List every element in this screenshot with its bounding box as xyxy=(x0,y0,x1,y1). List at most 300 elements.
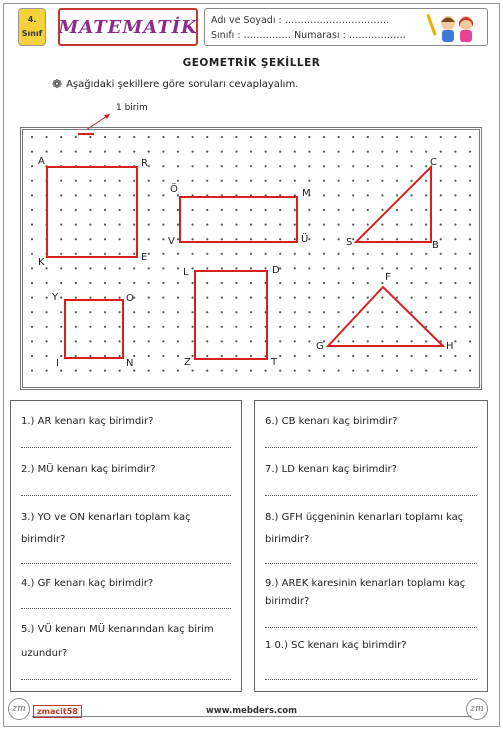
grid-dot xyxy=(75,326,77,328)
grid-dot xyxy=(119,355,121,357)
grid-dot xyxy=(440,180,442,182)
grid-dot xyxy=(294,180,296,182)
grid-dot xyxy=(177,340,179,342)
grid-dot xyxy=(235,224,237,226)
grid-dot xyxy=(440,267,442,269)
grid-dot xyxy=(454,326,456,328)
question-8a: 8.) GFH üçgeninin kenarları toplamı kaç xyxy=(265,512,464,523)
grid-dot xyxy=(104,355,106,357)
grid-dot xyxy=(162,326,164,328)
grid-dot xyxy=(250,355,252,357)
point-y: Y xyxy=(52,292,59,303)
grid-dot xyxy=(396,340,398,342)
answer-line-8[interactable] xyxy=(265,563,477,564)
grid-dot xyxy=(396,151,398,153)
grid-dot xyxy=(221,297,223,299)
grid-dot xyxy=(60,311,62,313)
grid-dot xyxy=(396,136,398,138)
grid-dot xyxy=(206,340,208,342)
grid-dot xyxy=(250,136,252,138)
grid-dot xyxy=(31,224,33,226)
grid-dot xyxy=(454,194,456,196)
grid-dot xyxy=(235,267,237,269)
grid-dot xyxy=(104,136,106,138)
grid-dot xyxy=(469,180,471,182)
grid-dot xyxy=(308,297,310,299)
grid-dot xyxy=(46,340,48,342)
zm-logo-left: zm xyxy=(8,698,30,720)
grid-dot xyxy=(381,238,383,240)
grid-dot xyxy=(31,282,33,284)
grid-dot xyxy=(454,151,456,153)
grid-dot xyxy=(338,370,340,372)
grid-dot xyxy=(60,355,62,357)
grid-dot xyxy=(440,224,442,226)
grid-dot xyxy=(89,355,91,357)
grid-dot xyxy=(338,297,340,299)
grid-dot xyxy=(294,370,296,372)
grid-dot xyxy=(148,165,150,167)
grid-dot xyxy=(338,209,340,211)
grid-dot xyxy=(221,136,223,138)
grid-dot xyxy=(367,311,369,313)
grid-dot xyxy=(104,340,106,342)
question-3b: birimdir? xyxy=(21,534,66,545)
grade-word: Sınıf xyxy=(21,29,43,38)
grid-dot xyxy=(250,224,252,226)
grid-dot xyxy=(469,194,471,196)
grid-dot xyxy=(279,180,281,182)
grid-dot xyxy=(352,326,354,328)
grid-dot xyxy=(323,151,325,153)
grid-dot xyxy=(104,370,106,372)
grid-dot xyxy=(308,355,310,357)
answer-line-7[interactable] xyxy=(265,495,477,496)
grid-dot xyxy=(31,253,33,255)
grid-dot xyxy=(469,340,471,342)
question-9a: 9.) AREK karesinin kenarları toplamı kaç xyxy=(265,578,466,589)
grid-dot xyxy=(119,151,121,153)
point-f: F xyxy=(385,272,391,283)
grid-dot xyxy=(46,326,48,328)
grid-dot xyxy=(104,151,106,153)
grid-dot xyxy=(279,151,281,153)
point-g: G xyxy=(316,341,324,352)
grid-dot xyxy=(294,151,296,153)
grid-dot xyxy=(279,326,281,328)
grid-dot xyxy=(265,238,267,240)
grid-dot xyxy=(338,311,340,313)
grid-dot xyxy=(250,311,252,313)
answer-line-9[interactable] xyxy=(265,627,477,628)
grid-dot xyxy=(323,297,325,299)
grid-dot xyxy=(454,370,456,372)
grid-dot xyxy=(192,297,194,299)
grid-dot xyxy=(265,209,267,211)
question-5a: 5.) VÜ kenarı MÜ kenarından kaç birim xyxy=(21,624,214,635)
grid-dot xyxy=(75,370,77,372)
grid-dot xyxy=(440,238,442,240)
grid-dot xyxy=(294,267,296,269)
point-l: L xyxy=(183,267,189,278)
grid-dot xyxy=(177,326,179,328)
grid-dot xyxy=(411,370,413,372)
grid-dot xyxy=(381,311,383,313)
grid-dot xyxy=(367,151,369,153)
grid-dot xyxy=(89,180,91,182)
grid-dot xyxy=(206,165,208,167)
grid-dot xyxy=(119,180,121,182)
grid-dot xyxy=(206,136,208,138)
grid-dot xyxy=(192,209,194,211)
grid-dot xyxy=(133,340,135,342)
grid-dot xyxy=(192,253,194,255)
grid-dot xyxy=(294,311,296,313)
grid-dot xyxy=(133,282,135,284)
point-i: I xyxy=(56,358,59,369)
grid-dot xyxy=(148,326,150,328)
grid-dot xyxy=(265,267,267,269)
grid-dot xyxy=(396,224,398,226)
grid-dot xyxy=(119,311,121,313)
answer-line-3[interactable] xyxy=(21,563,231,564)
grid-dot xyxy=(338,253,340,255)
grid-dot xyxy=(250,209,252,211)
grid-dot xyxy=(338,282,340,284)
grid-dot xyxy=(338,326,340,328)
grid-dot xyxy=(60,209,62,211)
grid-dot xyxy=(46,355,48,357)
grid-dot xyxy=(221,165,223,167)
grid-dot xyxy=(60,340,62,342)
grid-dot xyxy=(396,370,398,372)
grid-dot xyxy=(469,209,471,211)
grid-dot xyxy=(148,355,150,357)
grid-dot xyxy=(469,224,471,226)
grid-dot xyxy=(162,194,164,196)
grid-dot xyxy=(338,136,340,138)
grid-dot xyxy=(89,151,91,153)
grid-dot xyxy=(308,165,310,167)
grid-dot xyxy=(75,194,77,196)
grid-dot xyxy=(294,297,296,299)
grid-dot xyxy=(177,238,179,240)
grid-dot xyxy=(294,355,296,357)
grid-dot xyxy=(411,209,413,211)
grid-dot xyxy=(206,224,208,226)
grid-dot xyxy=(425,340,427,342)
grid-dot xyxy=(177,151,179,153)
grid-dot xyxy=(308,370,310,372)
grid-dot xyxy=(221,282,223,284)
grid-dot xyxy=(104,326,106,328)
grid-dot xyxy=(89,311,91,313)
grid-dot xyxy=(279,165,281,167)
grid-dot xyxy=(381,253,383,255)
grid-dot xyxy=(162,253,164,255)
point-t: T xyxy=(271,357,278,368)
grid-dot xyxy=(119,224,121,226)
grid-dot xyxy=(31,355,33,357)
grid-dot xyxy=(367,224,369,226)
grid-dot xyxy=(352,151,354,153)
grid-dot xyxy=(425,180,427,182)
grid-dot xyxy=(440,282,442,284)
grid-dot xyxy=(265,224,267,226)
grid-dot xyxy=(294,136,296,138)
grid-dot xyxy=(206,209,208,211)
grid-dot xyxy=(411,224,413,226)
grid-dot xyxy=(206,267,208,269)
footer-separator xyxy=(32,716,472,717)
grid-dot xyxy=(454,340,456,342)
grid-dot xyxy=(294,209,296,211)
grid-dot xyxy=(148,224,150,226)
grid-dot xyxy=(396,311,398,313)
grid-dot xyxy=(162,355,164,357)
grid-dot xyxy=(381,165,383,167)
answer-line-6[interactable] xyxy=(265,447,477,448)
grid-dot xyxy=(162,151,164,153)
grid-dot xyxy=(323,209,325,211)
grid-dot xyxy=(75,209,77,211)
grid-dot xyxy=(454,282,456,284)
grade-badge xyxy=(18,8,46,46)
grid-dot xyxy=(250,253,252,255)
grid-dot xyxy=(425,136,427,138)
grid-dot xyxy=(192,282,194,284)
grid-dot xyxy=(454,165,456,167)
grid-dot xyxy=(75,267,77,269)
grid-dot xyxy=(206,151,208,153)
grid-dot xyxy=(60,224,62,226)
grid-dot xyxy=(46,370,48,372)
grid-dot xyxy=(440,136,442,138)
grid-dot xyxy=(454,297,456,299)
grid-dot xyxy=(177,180,179,182)
grid-dot xyxy=(46,282,48,284)
grid-dot xyxy=(46,267,48,269)
grid-dot xyxy=(411,267,413,269)
grid-dot xyxy=(133,180,135,182)
name-line: Adı ve Soyadı : …………………………… xyxy=(211,15,390,26)
grid-dot xyxy=(411,151,413,153)
grid-dot xyxy=(235,165,237,167)
flower-bullet-icon: ❁ xyxy=(52,77,63,91)
grid-dot xyxy=(235,209,237,211)
grid-dot xyxy=(425,165,427,167)
grid-dot xyxy=(75,151,77,153)
grid-dot xyxy=(221,253,223,255)
grid-dot xyxy=(31,238,33,240)
answer-line-2[interactable] xyxy=(21,495,231,496)
triangle-scb xyxy=(356,167,431,242)
grid-dot xyxy=(119,194,121,196)
grid-dot xyxy=(294,326,296,328)
grid-dot xyxy=(192,267,194,269)
point-o-umlaut: Ö xyxy=(170,184,178,195)
grid-dot xyxy=(148,311,150,313)
grid-dot xyxy=(60,238,62,240)
grid-dot xyxy=(425,253,427,255)
grid-dot xyxy=(250,267,252,269)
grid-dot xyxy=(308,151,310,153)
grid-dot xyxy=(148,194,150,196)
square-ldzt xyxy=(195,271,267,359)
grid-dot xyxy=(75,224,77,226)
grid-dot xyxy=(148,136,150,138)
grid-dot xyxy=(60,151,62,153)
grid-dot xyxy=(177,282,179,284)
grid-dot xyxy=(148,238,150,240)
grid-dot xyxy=(104,297,106,299)
grid-dot xyxy=(338,224,340,226)
grid-dot xyxy=(31,326,33,328)
grid-dot xyxy=(250,180,252,182)
grid-dot xyxy=(31,297,33,299)
grid-dot xyxy=(31,370,33,372)
grid-dot xyxy=(396,282,398,284)
grid-dot xyxy=(60,180,62,182)
answer-line-10[interactable] xyxy=(265,679,477,680)
grid-dot xyxy=(308,253,310,255)
grid-dot xyxy=(411,253,413,255)
grid-dot xyxy=(192,340,194,342)
grid-dot xyxy=(381,151,383,153)
grid-dot xyxy=(469,238,471,240)
grid-dot xyxy=(162,370,164,372)
grid-dot xyxy=(440,355,442,357)
unit-label: 1 birim xyxy=(116,103,148,113)
grid-dot xyxy=(221,326,223,328)
grid-dot xyxy=(75,355,77,357)
footer-url[interactable]: www.mebders.com xyxy=(205,706,297,716)
grid-dot xyxy=(411,180,413,182)
point-s: S xyxy=(346,237,353,248)
grid-dot xyxy=(162,267,164,269)
grid-dot xyxy=(89,326,91,328)
grid-dot xyxy=(162,238,164,240)
grid-dot xyxy=(279,253,281,255)
point-k: K xyxy=(38,257,45,268)
grid-dot xyxy=(454,267,456,269)
subject-title-box xyxy=(58,8,198,46)
grid-dot xyxy=(133,224,135,226)
grid-dot xyxy=(250,165,252,167)
grid-dot xyxy=(323,238,325,240)
grid-dot xyxy=(308,180,310,182)
grid-dot xyxy=(323,326,325,328)
grid-dot xyxy=(75,297,77,299)
grid-dot xyxy=(206,282,208,284)
grid-dot xyxy=(323,355,325,357)
grid-dot xyxy=(411,238,413,240)
grid-dot xyxy=(367,194,369,196)
grid-dot xyxy=(235,151,237,153)
grid-dot xyxy=(454,224,456,226)
grid-dot xyxy=(104,238,106,240)
point-c: C xyxy=(430,157,437,168)
grid-dot xyxy=(250,282,252,284)
grid-dot xyxy=(323,180,325,182)
grid-dot xyxy=(119,209,121,211)
grid-dot xyxy=(469,355,471,357)
grid-dot xyxy=(469,136,471,138)
question-3a: 3.) YO ve ON kenarları toplam kaç xyxy=(21,512,191,523)
grid-dot xyxy=(381,180,383,182)
instruction-text: Aşağıdaki şekillere göre soruları cevaplayalım. xyxy=(66,78,299,90)
questions-right-box xyxy=(254,400,488,692)
class-line: Sınıfı : …………… Numarası : ……………… xyxy=(211,30,406,41)
grid-dot xyxy=(221,311,223,313)
grid-dot xyxy=(89,297,91,299)
grid-dot xyxy=(177,267,179,269)
grid-dot xyxy=(192,224,194,226)
grid-dot xyxy=(104,311,106,313)
grid-dot xyxy=(177,370,179,372)
grid-dot xyxy=(352,180,354,182)
grid-dot xyxy=(192,311,194,313)
grid-dot xyxy=(60,136,62,138)
grid-dot xyxy=(177,253,179,255)
grid-dot xyxy=(148,151,150,153)
answer-line-5[interactable] xyxy=(21,679,231,680)
grid-dot xyxy=(469,311,471,313)
grid-dot xyxy=(308,238,310,240)
question-1: 1.) AR kenarı kaç birimdir? xyxy=(21,416,154,427)
grid-dot xyxy=(308,311,310,313)
grid-dot xyxy=(367,355,369,357)
grid-dot xyxy=(192,326,194,328)
grid-dot xyxy=(60,297,62,299)
author-badge: zmacit58 xyxy=(33,705,82,718)
grid-dot xyxy=(31,165,33,167)
grid-dot xyxy=(60,267,62,269)
grid-dot xyxy=(308,282,310,284)
grid-dot xyxy=(162,340,164,342)
grid-dot xyxy=(221,151,223,153)
grid-dot xyxy=(440,297,442,299)
grid-dot xyxy=(31,209,33,211)
grid-dot xyxy=(440,326,442,328)
grid-dot xyxy=(177,165,179,167)
grid-dot xyxy=(454,355,456,357)
grid-dot xyxy=(31,311,33,313)
grid-dot xyxy=(221,224,223,226)
grid-dot xyxy=(454,311,456,313)
grid-dot xyxy=(411,165,413,167)
grid-dot xyxy=(265,370,267,372)
grid-dot xyxy=(162,297,164,299)
instruction xyxy=(52,77,298,91)
grid-dot xyxy=(133,209,135,211)
grid-dot xyxy=(235,340,237,342)
grid-dot xyxy=(162,165,164,167)
grid-dot xyxy=(367,165,369,167)
grid-dot xyxy=(192,370,194,372)
answer-line-1[interactable] xyxy=(21,447,231,448)
grid-dot xyxy=(60,282,62,284)
grid-dot xyxy=(411,297,413,299)
question-5b: uzundur? xyxy=(21,648,68,659)
grade-number: 4. xyxy=(27,15,37,24)
grid-dot xyxy=(440,165,442,167)
answer-line-4[interactable] xyxy=(21,608,231,609)
grid-dot xyxy=(162,136,164,138)
grid-dot xyxy=(89,340,91,342)
grid-dot xyxy=(323,311,325,313)
grid-dot xyxy=(89,194,91,196)
